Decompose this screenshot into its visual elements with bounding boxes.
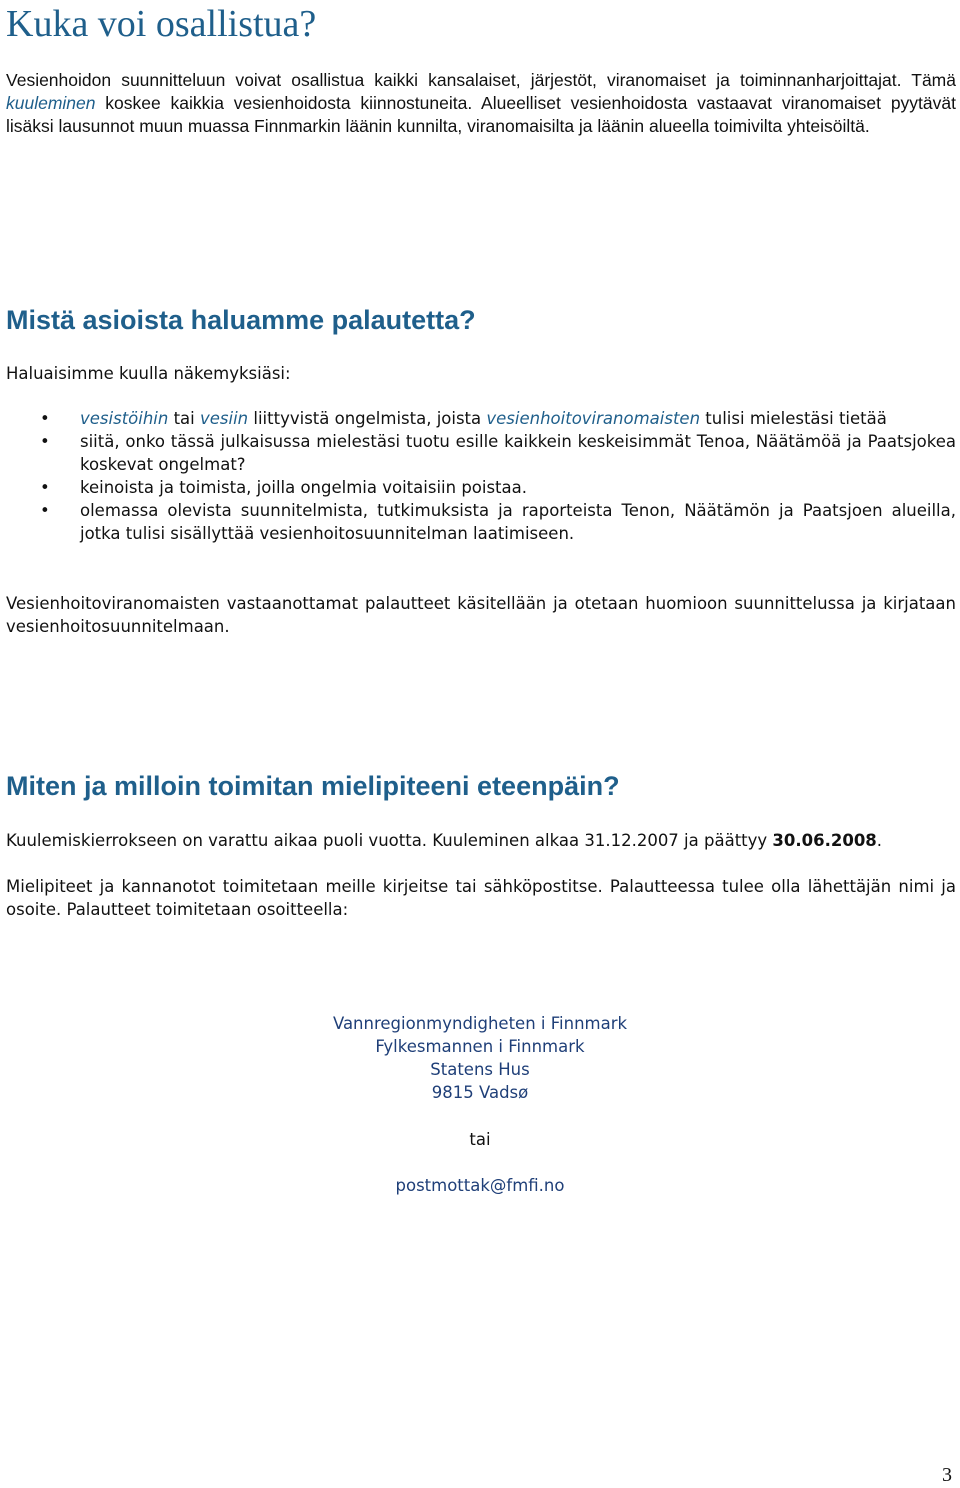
list-text: siitä, onko tässä julkaisussa mielestäsi tuotu esille kaikkein keskeisimmät Tenoa, Näätämöä ja Paatsjokea koskevat ongelmat? [80, 432, 956, 474]
schedule-paragraph [6, 829, 956, 852]
email-link[interactable]: postmottak@fmfi.no [395, 1176, 565, 1195]
term-vesistoihin: vesistöihin [80, 409, 169, 428]
section-heading-feedback: Mistä asioista haluamme palautetta? [6, 305, 476, 335]
bullet-icon: • [40, 409, 50, 428]
list-item [0, 476, 956, 499]
list-text: tai [168, 409, 200, 428]
term-authorities: vesienhoitoviranomaisten [486, 409, 701, 428]
section-heading-how-when: Miten ja milloin toimitan mielipiteeni eteenpäin? [6, 771, 620, 801]
bullet-icon: • [40, 501, 50, 520]
page-number: 3 [942, 1464, 952, 1486]
address-line-3: Statens Hus [430, 1060, 530, 1079]
list-item [0, 430, 956, 476]
list-text: liittyvistä ongelmista, joista [248, 409, 487, 428]
list-item [0, 499, 956, 545]
address-line-4: 9815 Vadsø [431, 1083, 529, 1102]
list-text: olemassa olevista suunnitelmista, tutkimuksista ja raporteista Tenon, Näätämön ja Paatsjoen alueilla, jotka tulisi sisällyttää vesienhoitosuunnitelman laatimiseen. [80, 501, 956, 543]
address-or: tai [469, 1130, 491, 1149]
feedback-lead: Haluaisimme kuulla näkemyksiäsi: [6, 364, 291, 383]
schedule-period: . [876, 831, 883, 850]
bullet-icon: • [40, 432, 50, 451]
schedule-text: Kuulemiskierrokseen on varattu aikaa puoli vuotta. Kuuleminen alkaa 31.12.2007 ja päättyy [6, 831, 773, 850]
list-text: keinoista ja toimista, joilla ongelmia voitaisiin poistaa. [80, 478, 527, 497]
end-date: 30.06.2008 [772, 831, 877, 850]
intro-term-kuuleminen: kuuleminen [6, 93, 96, 113]
intro-text-2: koskee kaikkia vesienhoidosta kiinnostuneita. Alueelliset vesienhoidosta vastaavat viranomaiset pyytävät lisäksi lausunnot muun muassa Finnmarkin läänin kunnilta, viranomaisilta ja läänin alueella toimivilta yhteisöiltä. [6, 93, 956, 136]
intro-paragraph [6, 69, 956, 138]
list-text: tulisi mielestäsi tietää [700, 409, 887, 428]
term-vesiin: vesiin [200, 409, 249, 428]
list-item [0, 407, 956, 430]
feedback-processing-paragraph: Vesienhoitoviranomaisten vastaanottamat palautteet käsitellään ja otetaan huomioon suunnittelussa ja kirjataan vesienhoitosuunnitelmaan. [6, 594, 956, 636]
bullet-icon: • [40, 478, 50, 497]
page-title: Kuka voi osallistua? [6, 3, 317, 45]
submission-paragraph: Mielipiteet ja kannanotot toimitetaan meille kirjeitse tai sähköpostitse. Palautteessa tulee olla lähettäjän nimi ja osoite. Palautteet toimitetaan osoitteella: [6, 877, 956, 919]
address-line-2: Fylkesmannen i Finnmark [375, 1037, 585, 1056]
intro-text-1: Vesienhoidon suunnitteluun voivat osallistua kaikki kansalaiset, järjestöt, viranomaiset ja toiminnanharjoittajat. Tämä [6, 70, 956, 90]
address-line-1: Vannregionmyndigheten i Finnmark [332, 1014, 628, 1033]
feedback-list [0, 407, 956, 545]
